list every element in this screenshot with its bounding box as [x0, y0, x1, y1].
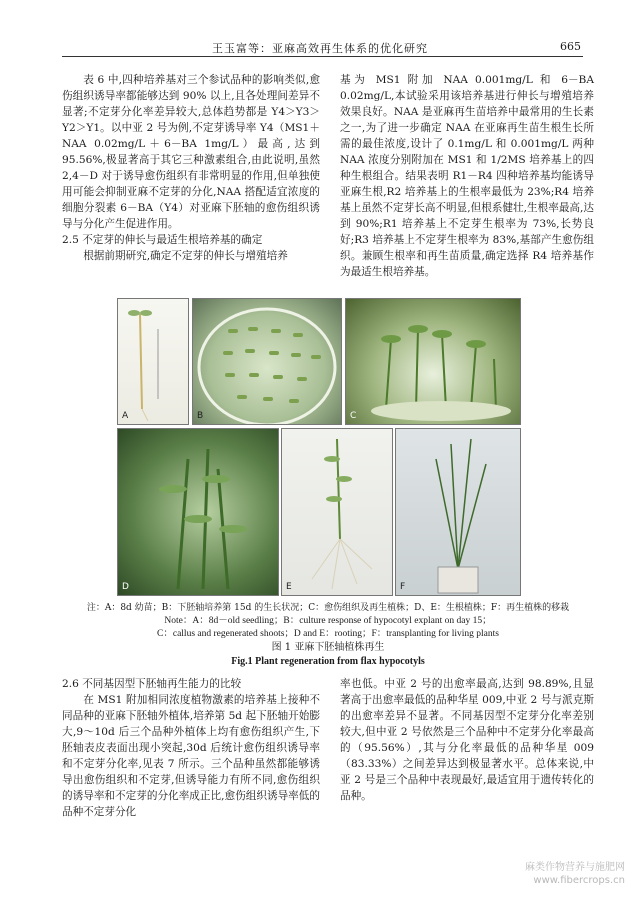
figure-1	[117, 298, 519, 594]
panel-label: F	[400, 582, 406, 592]
panel-b-petri-dish	[192, 298, 342, 425]
paragraph: 基为 MS1 附加 NAA 0.001mg/L 和 6－BA 0.02mg/L,本试验采用该培养基进行伸长与增殖培养效果良好。NAA 是亚麻再生苗培养中最常用的生长素之一,为了进一步确定 NAA 在亚麻再生苗生根生长所需的最佳浓度,设计了 0.1mg/L 和 0.001mg/L 两种 NAA 浓度分别附加在 MS1 和 1/2MS 培养基上的四种生根组合。结果表明 R1－R4 四种培养基均能诱导亚麻生根,R2 培养基上的生根率最低为 23%;R4 培养基上虽然不定芽长高不明显,但根系健壮,生根率最高,达到 90%;R1 培养基上不定芽生根率为 73%,长势良好;R3 培养基上不定芽生根率为 83%,基部产生愈伤组织。兼顾生根率和再生苗质量,确定选择 R4 培养基作为最适生根培养基。	[340, 74, 594, 278]
panel-label: B	[197, 411, 204, 421]
running-header	[62, 36, 583, 57]
panel-d-rooting	[117, 428, 279, 596]
callus-illustration	[346, 299, 520, 424]
panel-label: A	[122, 411, 129, 421]
watermark-line-2: www.fibercrops.cn	[533, 875, 625, 886]
header-title: 王玉富等：亚麻高效再生体系的优化研究	[212, 42, 428, 55]
paragraph: 根据前期研究,确定不定芽的伸长与增殖培养	[83, 250, 288, 262]
panel-f-transplant	[395, 428, 521, 596]
figure-caption-en-line1: Note：A：8d－old seedling；B：culture response of hypocotyl explant on day 15；	[164, 616, 492, 626]
right-column-bottom	[340, 676, 594, 804]
rooted-plantlet-illustration	[282, 429, 392, 595]
transplant-illustration	[396, 429, 520, 595]
figure-title-cn: 图 1 亚麻下胚轴植株再生	[271, 642, 385, 653]
panel-label: E	[286, 582, 292, 592]
left-column-top	[62, 72, 320, 264]
panel-a-seedling	[117, 298, 189, 425]
site-watermark	[525, 861, 625, 887]
paragraph: 在 MS1 附加相同浓度植物激素的培养基上接种不同品种的亚麻下胚轴外植体,培养第 5d 起下胚轴开始膨大,9～10d 后三个品种外植体上均有愈伤组织产生,下胚轴表皮表面出现小突起,30d 后统计愈伤组织诱导率和不定芽分化率,见表 7 所示。三个品种虽然都能够诱导出愈伤组织和不定芽,但诱导能力有所不同,愈伤组织的诱导率和不定芽的分化率成正比,愈伤组织诱导率低的品种不定芽分化	[62, 694, 320, 818]
right-column-top	[340, 72, 594, 280]
rooting-illustration	[118, 429, 278, 595]
panel-label: C	[350, 411, 357, 421]
panel-c-callus-shoots	[345, 298, 521, 425]
figure-caption-cn: 注：A：8d 幼苗；B：下胚轴培养第 15d 的生长状况；C：愈伤组织及再生植株；D、E：生根植株；F：再生植株的移栽	[86, 603, 570, 613]
figure-title-en: Fig.1 Plant regeneration from flax hypocotyls	[231, 656, 425, 667]
watermark-line-1: 麻类作物营养与施肥网	[525, 862, 625, 873]
seedling-illustration	[118, 299, 188, 424]
panel-label: D	[122, 582, 129, 592]
section-heading-2-5: 2.5 不定芽的伸长与最适生根培养基的确定	[62, 234, 263, 246]
paragraph: 表 6 中,四种培养基对三个参试品种的影响类似,愈伤组织诱导率都能够达到 90% 以上,且各处理间差异不显著;不定芽分化率差异较大,总体趋势都是 Y4＞Y3＞Y2＞Y1。以中亚 2 号为例,不定芽诱导率 Y4（MS1＋NAA 0.02mg/L＋6－BA 1mg/L）最高,达到 95.56%,极显著高于其它三种激素组合,由此说明,虽然 2,4－D 对于诱导愈伤组织有非常明显的作用,但单独使用可能会抑制亚麻不定芽的分化,NAA 搭配适宜浓度的细胞分裂素 6－BA（Y4）对亚麻下胚轴的愈伤组织诱导与分化产生促进作用。	[62, 74, 320, 230]
petri-dish-illustration	[193, 299, 341, 424]
figure-caption-en-line2: C：callus and regenerated shoots；D and E：rooting；F：transplanting for living plants	[157, 629, 499, 639]
section-heading-2-6: 2.6 不同基因型下胚轴再生能力的比较	[62, 678, 242, 690]
page-number: 665	[560, 40, 581, 53]
left-column-bottom	[62, 676, 320, 820]
panel-e-rooting	[281, 428, 393, 596]
paragraph: 率也低。中亚 2 号的出愈率最高,达到 98.89%,且显著高于出愈率最低的品种华星 009,中亚 2 号与派克斯的出愈率差异不显著。不同基因型不定芽分化率差别较大,但中亚 2 号依然是三个品种中不定芽分化率最高的（95.56%）,其与分化率最低的品种华星 009（83.33%）之间差异达到极显著水平。总体来说,中亚 2 号是三个品种中表现最好,最适宜用于遗传转化的品种。	[340, 678, 594, 802]
